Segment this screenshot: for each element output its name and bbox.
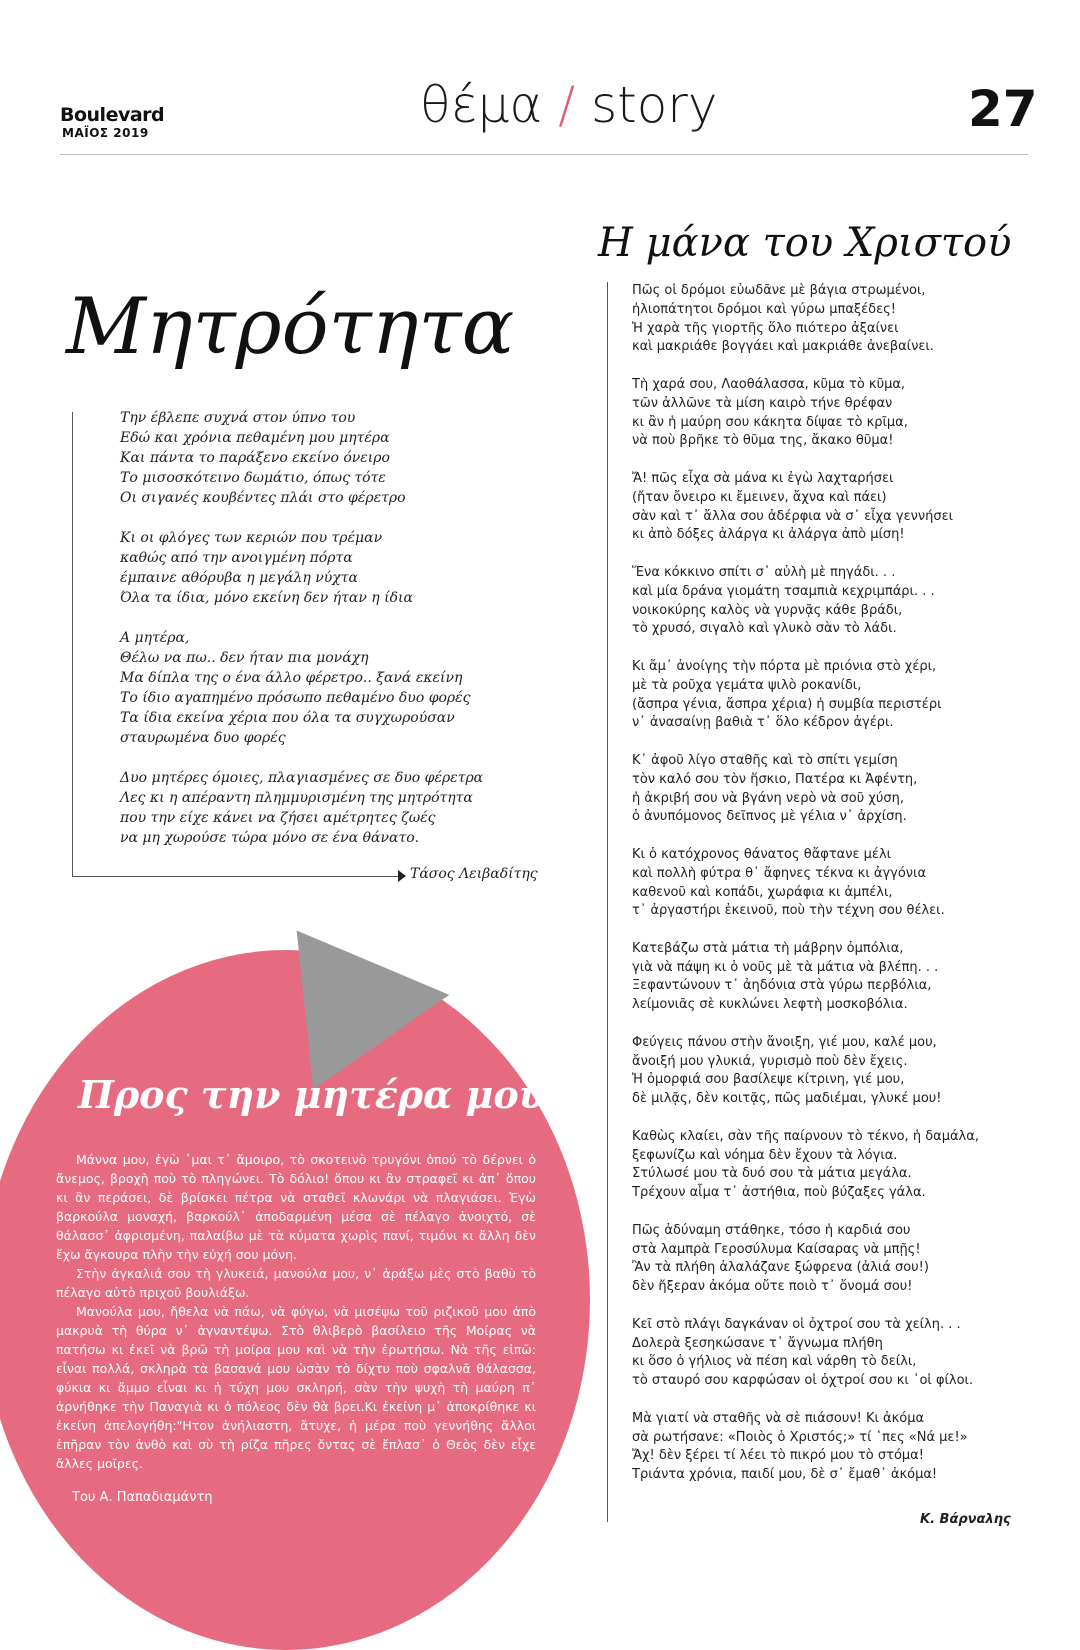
poem-line: Κι ἄμ᾿ ἀνοίγης τὴν πόρτα μὲ πριόνια στὸ χέρι, [632,658,937,674]
poem-right-author: Κ. Βάρναλης [920,1512,1011,1527]
poem-line: Καθὼς κλαίει, σὰν τῆς παίρνουν τὸ τέκνο, ἡ δαμάλα, [632,1128,979,1144]
poem-line: ξεφωνίζω καὶ νόημα δὲν ἔχουν τὰ λόγια. [632,1147,898,1163]
poem-line: δὲν ἤξεραν ἀκόμα οὔτε ποιὸ τ᾿ ὄνομά σου! [632,1279,913,1295]
poem-line: (ἄσπρα γένια, ἄσπρα χέρια) ἡ συμβία περιστέρι [632,696,942,712]
page-number: 27 [968,80,1038,138]
poem-left-author: Τάσος Λειβαδίτης [410,866,538,882]
poem-line: Μὰ γιατί νὰ σταθῆς νὰ σὲ πιάσουν! Κι ἀκόμα [632,1410,925,1426]
poem-line: Κεῖ στὸ πλάγι δαγκάναν οἱ ὀχτροί σου τὰ χείλη. . . [632,1316,961,1332]
poem-line: Στύλωσέ μου τὰ δυό σου τὰ μάτια μεγάλα. [632,1166,912,1182]
poem-line: γιὰ νὰ πάψη κι ὁ νοῦς μὲ τὰ μάτια νὰ βλέπη. . . [632,959,939,975]
poem-line: καὶ μία δράνα γιομάτη τσαμπιὰ κεχριμπάρι. . . [632,583,935,599]
poem-line: νοικοκύρης καλὸς νὰ γυρνᾷς κάθε βράδι, [632,602,903,618]
poem-line: κι ἂν ἡ μαύρη σου κάκητα δίψαε τὸ κρῖμα, [632,414,908,430]
poem-stanza [632,376,979,451]
poem-right-body [632,282,979,1504]
poem-line: Τριάντα χρόνια, παιδί μου, δὲ σ᾿ ἔμαθ᾿ ἀκόμα! [632,1467,938,1483]
poem-line: ἠλιοπάτητοι δρόμοι καὶ γύρω μπαξέδες! [632,301,896,317]
poem-left-title: Μητρότητα [66,282,515,372]
circle-section-author: Του Α. Παπαδιαμάντη [72,1490,213,1505]
poem-line: μὲ τὰ ροῦχα γεμάτα ψιλὸ ροκανίδι, [632,677,862,693]
poem-line: Τὴ χαρά σου, Λαοθάλασσα, κῦμα τὸ κῦμα, [632,376,906,392]
poem-line: νὰ ποὺ βρῆκε τὸ θῦμα της, ἄκακο θῦμα! [632,433,894,449]
poem-line: Ἂν τὰ πλήθη ἀλαλάζανε ξώφρενα (ἀλιά σου!) [632,1260,929,1276]
poem-line: σὰ ρωτήσανε: «Ποιὸς ὁ Χριστός;» τί ῾πες «Νά με!» [632,1429,968,1445]
poem-stanza [632,470,979,545]
poem-stanza [632,282,979,357]
poem-stanza [632,564,979,639]
poem-stanza [632,752,979,827]
poem-line: κι ἀπὸ δόξες ἀλάργα κι ἀλάργα ἀπὸ μίση! [632,527,905,543]
poem-line: ν᾿ ἀνασαίνῃ βαθιὰ τ᾿ ὅλο κέδρον ἀγέρι. [632,715,894,731]
brand-logo: Boulevard [60,104,165,126]
circle-section-title: Προς την μητέρα μου [78,1072,546,1117]
section-title-english: story [591,76,718,134]
poem-left-horizontal-rule [72,876,400,877]
prose-paragraph: Μανούλα μου, ἤθελα νὰ πάω, νὰ φύγω, νὰ μισέψω τοῦ ριζικοῦ μου ἀπὸ μακρυὰ τὴ θύρα ν᾿ ἀγναντέψω. Στὸ θλιβερὸ βασίλειο τῆς Μοίρας νὰ πατήσω κι ἐκεῖ νὰ βρῶ τὴ μοίρα μου καὶ νὰ τὴν ἐρωτήσω. Νὰ τῆς εἰπῶ: εἶναι πολλά, σκληρὰ τὰ βασανά μου ὡσὰν τὸ δίχτυ ποὺ σφαλνᾶ θάλασσα, φύκια κι ἄμμο εἶναι κι ἡ τύχη μου σκληρή, σὰν τὴν ψυχὴ τὴ μαύρη π᾿ ἀρνήθηκε τὴν Παναγιὰ κι ὁ πόλεος δὲν θὰ βρει.Κι ἐκείνη μ᾿ ἀποκρίθηκε κι ἐκείνη ἀπελογήθη:"Ητον ἀνήλιαστη, ἄτυχε, ἡ μέρα ποὺ γεννήθης ἄλλοι ἐπῆραν τὸν ἀνθὸ καὶ σὺ τὴ ρίζα πῆρες ὄντας σὲ ἔπλασ᾿ ὁ Θεὸς δὲν εἶχε ἄλλες μοῖρες. [56,1304,536,1471]
poem-line: Ἄχ! δὲν ξέρει τί λέει τὸ πικρό μου τὸ στόμα! [632,1448,924,1464]
poem-stanza [632,1222,979,1297]
poem-line: τὸν καλό σου τὸν ἥσκιο, Πατέρα κι Ἀφέντη, [632,771,918,787]
poem-line: Κ᾿ ἀφοῦ λίγο σταθῆς καὶ τὸ σπίτι γεμίση [632,752,898,768]
poem-line: σὰν καὶ τ᾿ ἄλλα σου ἀδέρφια νὰ σ᾿ εἶχα γεννήσει [632,508,954,524]
poem-line: Πῶς ἀδύναμη στάθηκε, τόσο ἡ καρδιά σου [632,1222,911,1238]
poem-stanza [632,846,979,921]
poem-right-title: Η μάνα του Χριστού [598,220,1012,266]
poem-stanza [632,658,979,733]
poem-stanza [632,1410,979,1485]
poem-line: Ἄ! πῶς εἶχα σὰ μάνα κι ἐγὼ λαχταρήσει [632,470,894,486]
poem-line: Φεύγεις πάνου στὴν ἄνοιξη, γιέ μου, καλέ μου, [632,1034,937,1050]
poem-line: ἄνοιξή μου γλυκιά, γυρισμὸ ποὺ δὲν ἔχεις. [632,1053,908,1069]
poem-line: Ξεφαντώνουν τ᾿ ἀηδόνια στὰ γύρω περβόλια, [632,978,932,994]
poem-line: στὰ λαμπρὰ Γεροσύλυμα Καίσαρας νὰ μπῇς! [632,1241,921,1257]
poem-line: τ᾿ ἀργαστήρι ἐκεινοῦ, ποὺ τὴν τέχνη σου θέλει. [632,903,945,919]
poem-line: Ἕνα κόκκινο σπίτι σ᾿ αὐλὴ μὲ πηγάδι. . . [632,564,896,580]
poem-line: τὸ σταυρό σου καρφώσαν οἱ ὀχτροί σου κι ᾿οἱ φίλοι. [632,1373,974,1389]
poem-line: τὸ χρυσό, σιγαλὸ καὶ γλυκὸ σὰν τὸ λάδι. [632,621,897,637]
poem-line: ὁ ἀνυπόμονος δεῖπνος μὲ γέλια ν᾿ ἀρχίση. [632,809,907,825]
issue-date: ΜΑΪΟΣ 2019 [62,126,149,140]
poem-line: (ἤταν ὄνειρο κι ἔμεινεν, ἄχνα καὶ πάει) [632,489,887,505]
header-divider [60,154,1028,155]
prose-paragraph: Στὴν ἀγκαλιά σου τὴ γλυκειά, μανούλα μου, ν᾿ ἀράξω μὲς στὸ βαθὺ τὸ πέλαγο αὐτὸ πριχοῦ βουλιάξω. [56,1266,536,1300]
poem-line: λείμονιᾶς σὲ κυκλώνει λεφτὴ μοσκοβόλια. [632,997,908,1013]
section-title-slash: / [558,76,576,134]
poem-line: Πῶς οἱ δρόμοι εὐωδᾶνε μὲ βάγια στρωμένοι, [632,283,926,298]
poem-stanza [632,1128,979,1203]
arrow-right-icon [398,870,406,882]
poem-line: Κατεβάζω στὰ μάτια τὴ μάβρην ὀμπόλια, [632,940,904,956]
poem-left-body: Την έβλεπε συχνά στον ύπνο του Εδώ και χρόνια πεθαμένη μου μητέρα Και πάντα το παράξενο εκείνο όνειρο Το μισοσκότεινο δωμάτιο, όπως τότε Οι σιγανές κουβέντες πλάι στο φέρετρο Κι οι φλόγες των κεριών που τρέμαν καθώς από την ανοιγμένη πόρτα έμπαινε αθόρυβα η μεγάλη νύχτα Όλα τα ίδια, μόνο εκείνη δεν ήταν η ίδια Α μητέρα, Θέλω να πω.. δεν ήταν πια μονάχη Μα δίπλα της ο ένα άλλο φέρετρο.. ξανά εκείνη Το ίδιο αγαπημένο πρόσωπο πεθαμένο δυο φορές Τα ίδια εκείνα χέρια που όλα τα συγχωρούσαν σταυρωμένα δυο φορές Δυο μητέρες όμοιες, πλαγιασμένες σε δυο φέρετρα Λες κι η απέραντη πλημμυρισμένη της μητρότητα που την είχε κάνει να ζήσει αμέτρητες ζωές να μη χωρούσε τώρα μόνο σε ένα θάνατο. [120,410,484,846]
poem-stanza [632,1034,979,1109]
poem-line: Τρέχουν αἷμα τ᾿ ἀστήθια, ποὺ βύζαξες γάλα. [632,1185,926,1201]
poem-line: καὶ μακριάθε βογγάει καὶ μακριάθε ἀνεβαίνει. [632,339,934,355]
poem-line: ἡ ἀκριβή σου νὰ βγάνη νερὸ νὰ σοῦ χύση, [632,790,905,806]
poem-right-vertical-rule [607,282,608,1522]
poem-line: τῶν ἀλλῶνε τὰ μίση καιρὸ τήνε θρέφαν [632,395,893,411]
poem-line: Ἡ χαρὰ τῆς γιορτῆς ὅλο πιότερο ἀξαίνει [632,320,899,336]
poem-stanza [632,1316,979,1391]
poem-line: Ἡ ὀμορφιά σου βασίλεψε κίτρινη, γιέ μου, [632,1072,905,1088]
poem-line: κι ὅσο ὁ γήλιος νὰ πέση καὶ νάρθη τὸ δείλι, [632,1354,917,1370]
section-title [420,76,717,134]
prose-paragraph: Μάννα μου, ἐγὼ ῾μαι τ᾿ ἄμοιρο, τὸ σκοτεινὸ τρυγόνι ὁπού τὸ δέρνει ὁ ἄνεμος, βροχὴ ποὺ τὸ πληγώνει. Τὸ δόλιο! ὅπου κι ἂν στραφεῖ κι ἀπ᾿ ὅπου κι ἂν περάσει, δὲ βρίσκει πέτρα νὰ σταθεῖ κλωνάρι νὰ πλαγιάσει. Ἐγὼ βαρκούλα μοναχή, βαρκούλ᾿ ἀποδαρμένη μέσα σὲ πέλαγο ἀνοιχτό, σὲ θάλασσ᾿ ἀφρισμένη, παλαίβω μὲ τὰ κύματα χωρὶς πανί, τιμόνι κι ἄλλη δὲν ἔχω ἄγκουρα πλὴν τὴν εὐχή σου μόνη. [56,1152,536,1262]
section-title-greek: θέμα [420,76,543,134]
poem-line: καθενοῦ καὶ κοπάδι, χωράφια κι ἀμπέλι, [632,884,893,900]
poem-line: Κι ὁ κατόχρονος θάνατος θἄφτανε μέλι [632,846,892,862]
poem-line: Δολερὰ ξεσηκώσανε τ᾿ ἄγνωμα πλήθη [632,1335,883,1351]
gray-triangle-decoration [297,915,458,1089]
poem-line: καὶ πολλὴ φύτρα θ᾿ ἄφηνες τέκνα κι ἀγγόνια [632,865,927,881]
poem-stanza [632,940,979,1015]
poem-line: δὲ μιλᾷς, δὲν κοιτᾷς, πῶς μαδιέμαι, γλυκέ μου! [632,1091,942,1107]
poem-left-vertical-rule [72,412,73,876]
circle-section-text [56,1150,536,1473]
